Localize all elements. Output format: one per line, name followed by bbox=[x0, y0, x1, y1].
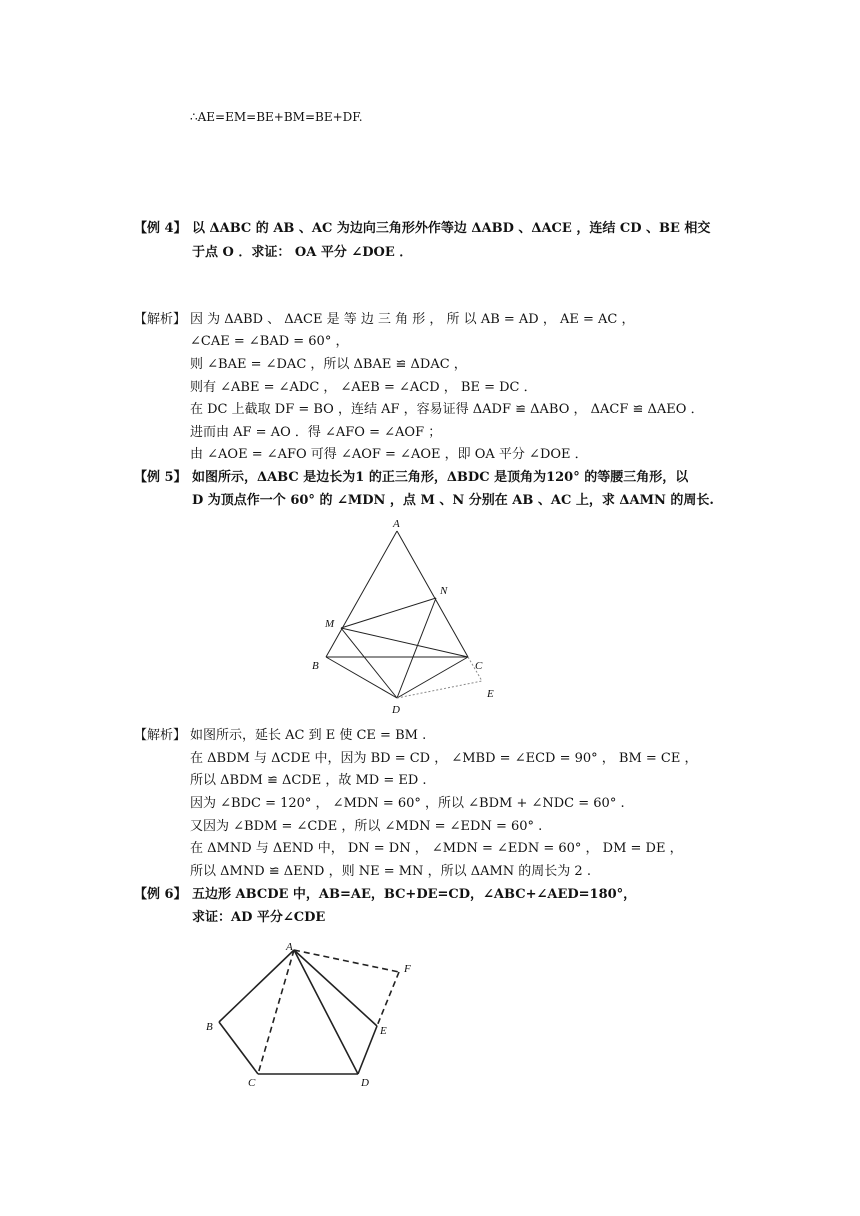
example-4-text-line-2: 于点 O ．求证： OA 平分 ∠DOE ． bbox=[192, 245, 413, 260]
solution-5-line: 因为 ∠BDC = 120° ， ∠MDN = 60° ，所以 ∠BDM + ∠NDC = 60° . bbox=[190, 796, 625, 811]
fig5-label-b: B bbox=[312, 660, 319, 672]
solution-4-line: 则 ∠BAE = ∠DAC ，所以 ΔBAE ≌ ΔDAC ， bbox=[190, 357, 467, 372]
solution-5-line: 又因为 ∠BDM = ∠CDE ，所以 ∠MDN = ∠EDN = 60° . bbox=[190, 819, 543, 834]
example-6-text-line-2: 求证：AD 平分∠CDE bbox=[192, 910, 326, 925]
example-6-text-line-1: 五边形 ABCDE 中，AB=AE，BC+DE=CD，∠ABC+∠AED=180°， bbox=[192, 887, 637, 902]
fig5-label-n: N bbox=[440, 585, 448, 597]
conclusion-line: ∴AE=EM=BE+BM=BE+DF. bbox=[190, 110, 363, 124]
solution-5-line: 如图所示，延长 AC 到 E 使 CE = BM . bbox=[190, 728, 427, 743]
fig5-label-d: D bbox=[392, 704, 400, 716]
example-4-text-line-1: 以 ΔABC 的 AB 、AC 为边向三角形外作等边 ΔABD 、ΔACE ，连结 CD 、BE 相交 bbox=[192, 221, 711, 236]
solution-4-line: 在 DC 上截取 DF = BO ，连结 AF ，容易证得 ΔADF ≌ ΔABO ， ΔACF ≌ ΔAEO ． bbox=[190, 402, 704, 417]
fig5-label-e: E bbox=[487, 688, 494, 700]
example-5-text-line-1: 如图所示，ΔABC 是边长为1 的正三角形，ΔBDC 是顶角为120° 的等腰三角形，以 bbox=[192, 470, 689, 485]
fig6-label-f: F bbox=[404, 963, 411, 975]
solution-5-line: 在 ΔBDM 与 ΔCDE 中，因为 BD = CD ， ∠MBD = ∠ECD = 90° ， BM = CE ， bbox=[190, 751, 698, 766]
example-4-tag: 【例 4】 bbox=[134, 221, 187, 236]
example-6-tag: 【例 6】 bbox=[134, 887, 187, 902]
fig6-label-a: A bbox=[286, 941, 293, 953]
solution-5-line: 所以 ΔBDM ≌ ΔCDE ，故 MD = ED . bbox=[190, 773, 427, 788]
solution-4-line: 由 ∠AOE = ∠AFO 可得 ∠AOF = ∠AOE ，即 OA 平分 ∠DOE ． bbox=[190, 447, 588, 462]
solution-4-line: 进而由 AF = AO ．得 ∠AFO = ∠AOF ； bbox=[190, 425, 442, 440]
example-5-text-line-2: D 为顶点作一个 60° 的 ∠MDN ，点 M 、N 分别在 AB 、AC 上，求 ΔAMN 的周长. bbox=[192, 493, 714, 508]
fig6-label-d: D bbox=[361, 1077, 369, 1089]
example-5-tag: 【例 5】 bbox=[134, 470, 187, 485]
fig5-label-c: C bbox=[475, 660, 483, 672]
solution-5-line: 所以 ΔMND ≌ ΔEND ，则 NE = MN ，所以 ΔAMN 的周长为 2 . bbox=[190, 864, 591, 879]
fig5-label-a: A bbox=[393, 518, 400, 530]
fig6-label-e: E bbox=[380, 1025, 387, 1037]
fig6-label-c: C bbox=[248, 1077, 256, 1089]
solution-4-line: 则有 ∠ABE = ∠ADC ， ∠AEB = ∠ACD ， BE = DC ． bbox=[190, 380, 537, 395]
solution-4-tag: 【解析】 bbox=[134, 312, 187, 327]
fig5-label-m: M bbox=[325, 618, 335, 630]
solution-5-line: 在 ΔMND 与 ΔEND 中， DN = DN ， ∠MDN = ∠EDN = 60° ， DM = DE ， bbox=[190, 841, 683, 856]
solution-5-tag: 【解析】 bbox=[134, 728, 187, 743]
solution-4-line: 因 为 ΔABD 、 ΔACE 是 等 边 三 角 形 ， 所 以 AB = AD ， AE = AC ， bbox=[190, 312, 635, 327]
solution-4-line: ∠CAE = ∠BAD = 60° ， bbox=[190, 334, 349, 349]
fig6-label-b: B bbox=[206, 1021, 213, 1033]
